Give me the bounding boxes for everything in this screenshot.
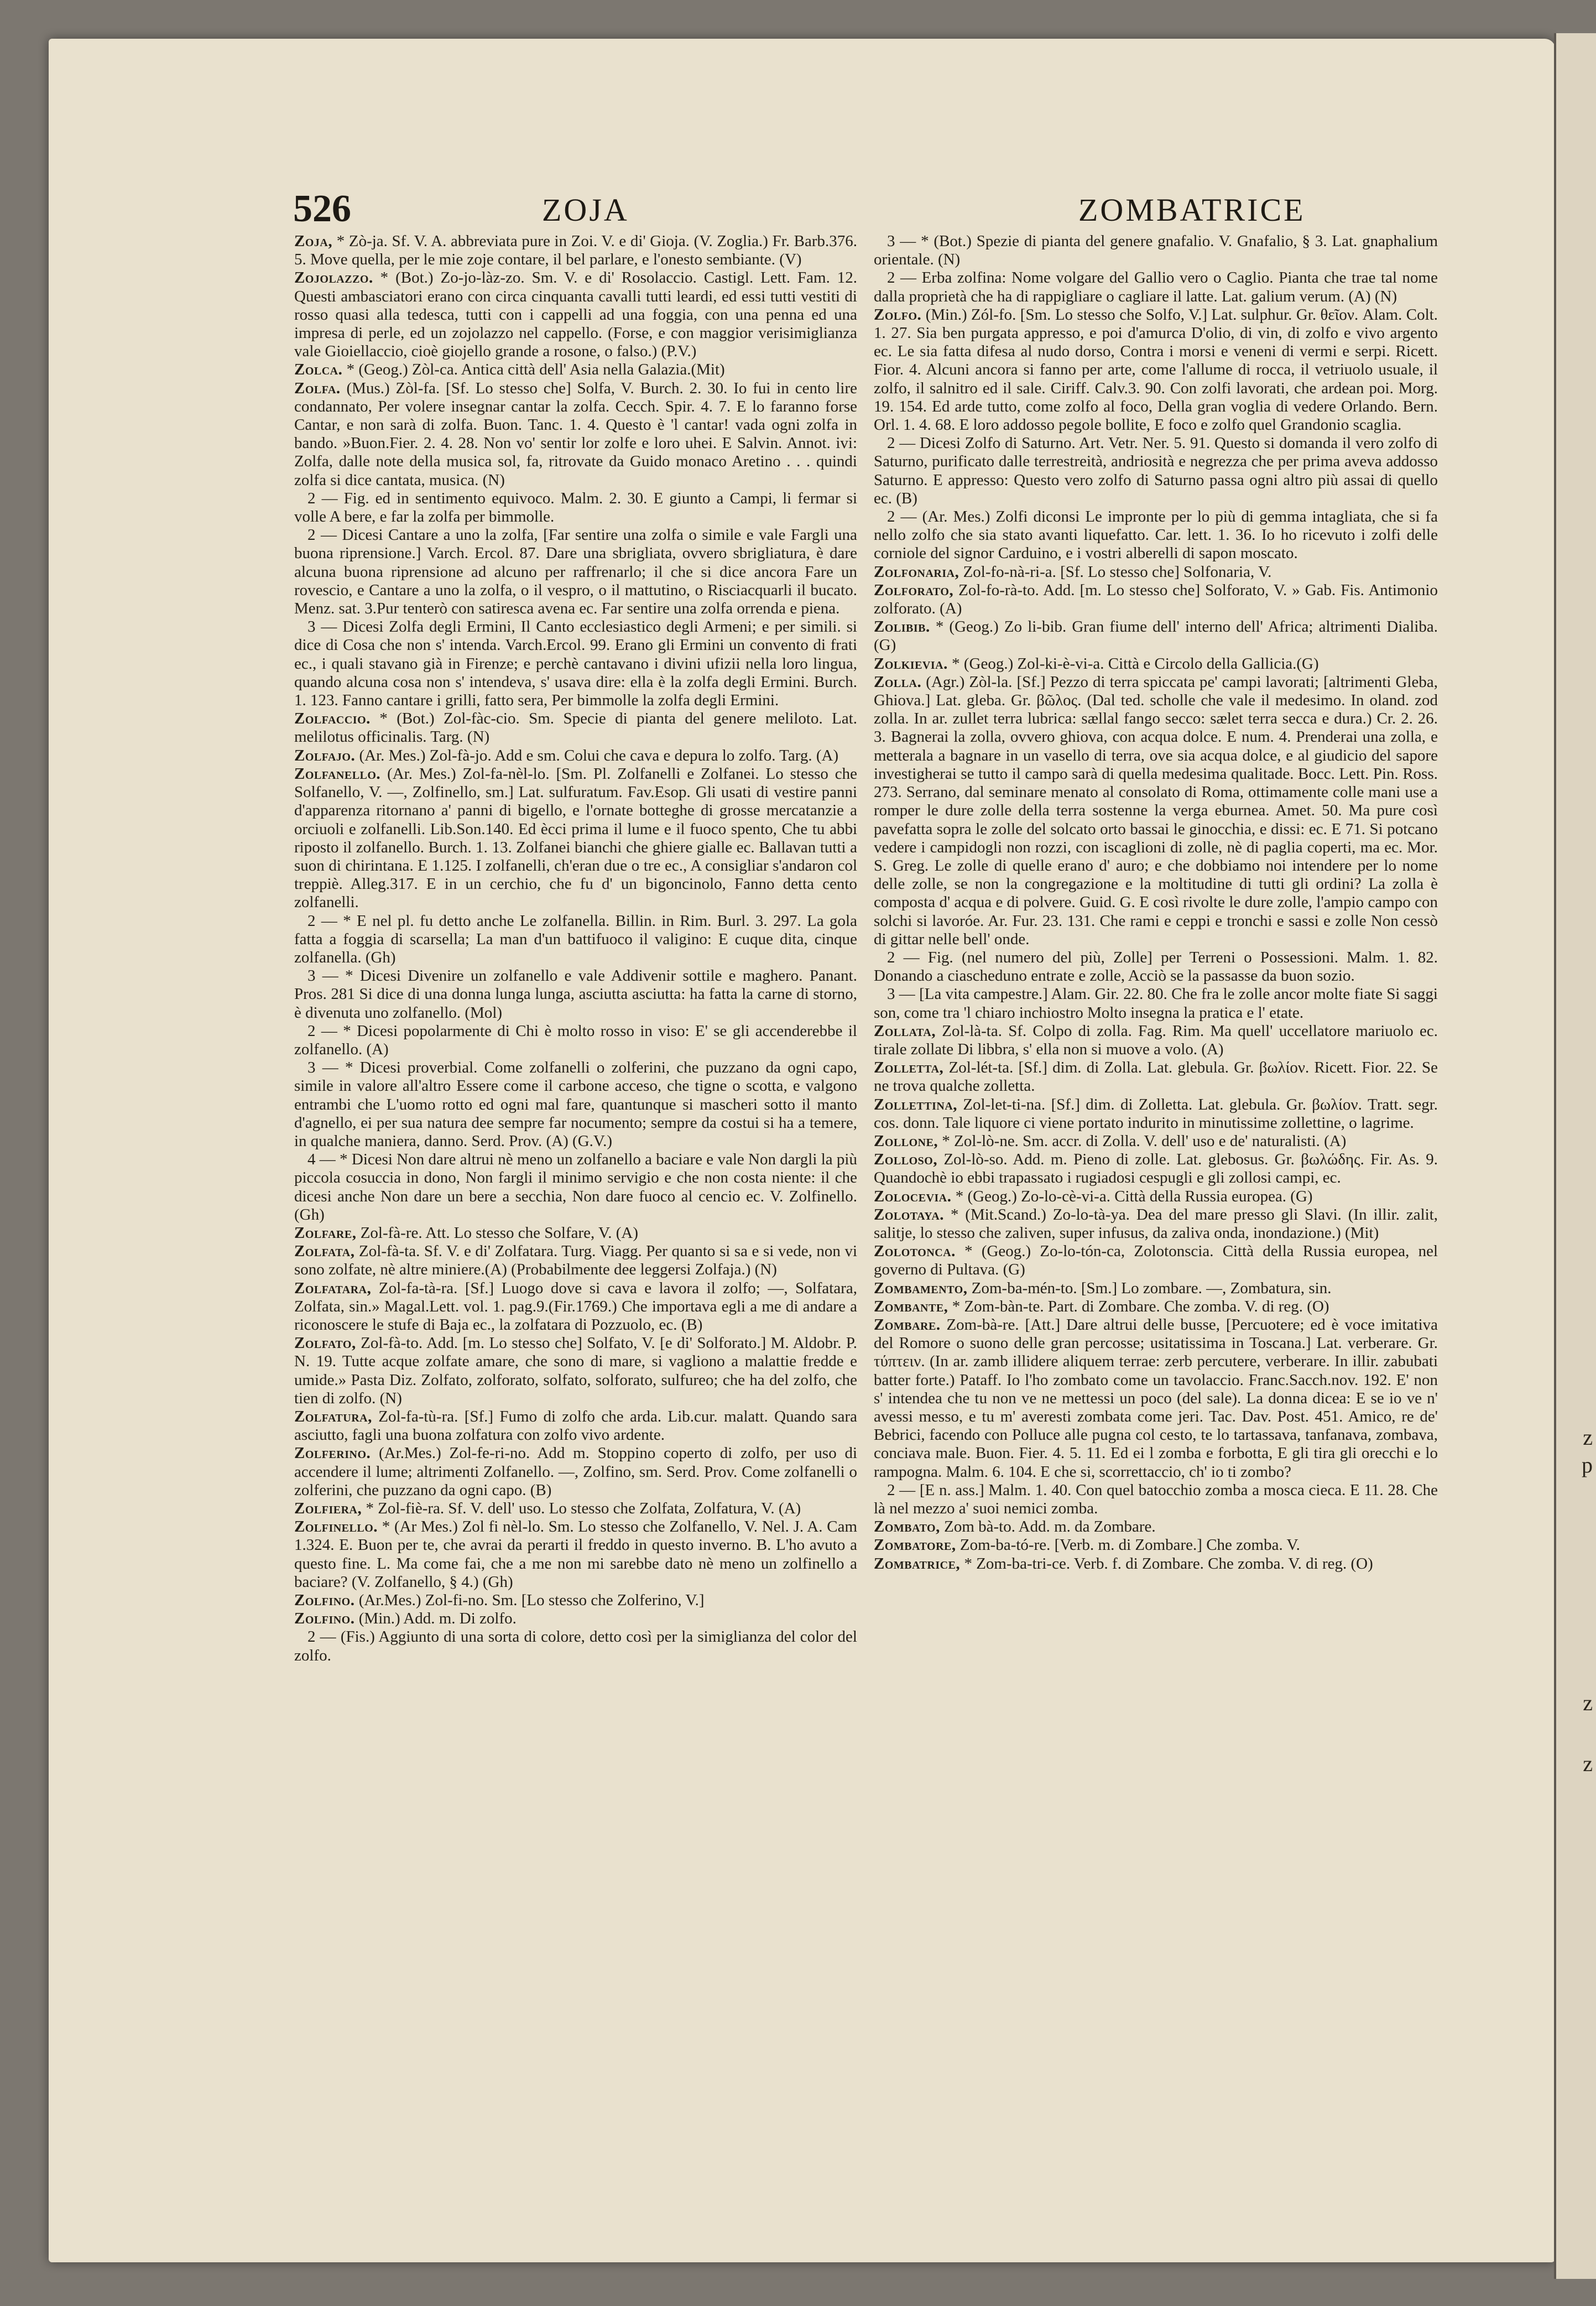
entry-headword: Zombante, [874,1297,948,1315]
entry-headword: Zolibib. [874,618,930,636]
dictionary-entry [294,1224,857,1242]
entry-text: Zom-ba-tó-re. [Verb. m. di Zombare.] Che zomba. V. [959,1536,1300,1554]
next-page-fragment: z [1583,1751,1593,1776]
entry-text: * Zò-ja. Sf. V. A. abbreviata pure in Zoi. V. e di' Gioja. (V. Zoglia.) Fr. Barb.376. 5. Move quella, per le mie zoje contare, il bel parlare, e l'onesto sembiante. (V) [294,232,857,269]
entry-text: (Ar. Mes.) Zol-fà-jo. Add e sm. Colui che cava e depura lo zolfo. Targ. (A) [359,746,839,764]
dictionary-entry [874,1242,1438,1279]
dictionary-entry [294,1242,857,1279]
dictionary-entry [294,967,857,1022]
entry-text: 2 — * E nel pl. fu detto anche Le zolfanella. Billin. in Rim. Burl. 3. 297. La gola fatta a foggia di scarsella; La man d'un battifuoco il valigino: E cuque dita, cinque zolfanella. (Gh) [294,912,857,966]
entry-headword: Zolca. [294,361,343,379]
entry-text: * Zom-bàn-te. Part. di Zombare. Che zomba. V. di reg. (O) [952,1297,1329,1315]
entry-text: * (Bot.) Zol-fàc-cio. Sm. Specie di pianta del genere meliloto. Lat. melilotus officinalis. Targ. (N) [294,710,857,746]
dictionary-entry [874,563,1438,581]
entry-text: * (Geog.) Zol-ki-è-vi-a. Città e Circolo della Gallicia.(G) [952,654,1319,673]
dictionary-entry [294,1591,857,1610]
next-page-fragment: p [1582,1453,1593,1477]
dictionary-entry [874,1132,1438,1151]
dictionary-entry [874,1096,1438,1132]
entry-headword: Zolfatara, [294,1279,372,1297]
dictionary-entry [294,269,857,361]
dictionary-entry [294,765,857,912]
dictionary-entry [874,673,1438,949]
dictionary-entry [874,1316,1438,1481]
left-running-head: ZOJA [542,192,629,228]
entry-headword: Zombatore, [874,1536,956,1554]
entry-text: Zol-lò-so. Add. m. Pieno di zolle. Lat. glebosus. Gr. βωλώδης. Fir. As. 9. Quandochè io ebbi trapassato i rugiadosi cespugli e gli zollosi campi, ec. [874,1151,1438,1187]
entry-text: * (Bot.) Zo-jo-làz-zo. Sm. V. e di' Rosolaccio. Castigl. Lett. Fam. 12. Questi ambasciatori erano con circa cinquanta cavalli tutti leardi, ed essi tutti vestiti di rosso quasi alla tedesca, tutti con i cappelli ad una foggia, con una penna ed una impresa di perle, ed un zojolazzo nel cappello. (Forse, e con maggior verisimiglianza vale Gioiellaccio, cioè giojello grande a rosone, o falso.) (P.V.) [294,269,857,361]
dictionary-entry [294,490,857,526]
dictionary-entry [874,508,1438,563]
next-page-fragment: z [1583,1425,1593,1450]
entry-headword: Zollone, [874,1132,938,1150]
dictionary-entry [294,1610,857,1628]
right-running-head: ZOMBATRICE [1078,192,1306,228]
entry-text: Zol-fà-ta. Sf. V. e di' Zolfatara. Turg. Viagg. Per quanto si sa e si vede, non vi sono zolfate, nè altre miniere.(A) (Probabilmente dee leggersi Zolfaja.) (N) [294,1242,857,1279]
entry-text: Zol-fà-to. Add. [m. Lo stesso che] Solfato, V. [e di' Solforato.] M. Aldobr. P. N. 19. Tutte acque zolfate amare, che sono di mare, si vagliono a malattie fredde e umide.» Pasta Diz. Zolfato, zolforato, solfato, solforato, sulfureo; che ha del zolfo, che tien di zolfo. (N) [294,1334,857,1407]
left-column [294,232,857,2096]
dictionary-entry [294,1408,857,1444]
right-column [874,232,1438,2096]
entry-headword: Zolfonaria, [874,563,959,581]
dictionary-entry [874,1298,1438,1316]
entry-text: (Mus.) Zòl-fa. [Sf. Lo stesso che] Solfa, V. Burch. 2. 30. Io fui in cento lire condannato, Per volere insegnar cantar la zolfa. Cecch. Spir. 4. 7. E lo faranno forse Cantar, e non sarà di zolfa. Buon. Tanc. 1. 4. Questo è 'l cantar! vada ogni zolfa in bando. »Buon.Fier. 2. 4. 28. Non vo' sentir lor zolfe e loro uhei. E Salvin. Annot. ivi: Zolfa, dalle note della musica sol, fa, ritrovate da Guido monaco Aretino . . . quindi zolfa si dice cantata, musica. (N) [294,379,857,489]
page-number: 526 [293,188,351,230]
entry-headword: Zolfa. [294,379,341,397]
entry-text: 2 — (Fis.) Aggiunto di una sorta di colore, detto così per la simiglianza del color del zolfo. [294,1628,857,1664]
entry-text: Zol-fà-re. Att. Lo stesso che Solfare, V. (A) [360,1224,638,1242]
entry-headword: Zolfata, [294,1242,355,1261]
entry-text: (Min.) Add. m. Di zolfo. [358,1610,517,1628]
entry-text: (Ar.Mes.) Zol-fi-no. Sm. [Lo stesso che Zolferino, V.] [358,1591,705,1610]
entry-text: 2 — * Dicesi popolarmente di Chi è molto rosso in viso: E' se gli accenderebbe il zolfanello. (A) [294,1022,857,1058]
entry-text: (Agr.) Zòl-la. [Sf.] Pezzo di terra spiccata pe' campi lavorati; [altrimenti Gleba, Ghiova.] Lat. gleba. Gr. βῶλος. (Dal ted. scholle che vale il medesimo. In oland. zod zolla. In ar. zullet terra lubrica: sællal fango secco: sælet terra secca e dura.) Cr. 2. 26. 3. Bagnerai la zolla, ovvero ghiova, con acqua dolce. E num. 4. Prenderai una zolla, e metterala a bagnare in un vasello di terra, ove sia acqua dolce, e al giudicio del sapore investigherai se tutto il campo sarà di quella medesima qualitade. Bocc. Lett. Pin. Ross. 273. Serrano, dal seminare menato al consolato di Roma, ottimamente colle mani use a romper le dure zolle della terra sostenne la verga eburnea. Amet. 50. Ma pure così pavefatta sopra le zolle del solcato orto bassai le ginocchia, e dissi: ec. E 71. Si potcano vedere i campidogli non rozzi, con iscaglioni di zolle, nè di paglia coperti, ma ec. Mor. S. Greg. Le zolle di quelle erano d' auro; e che dobbiamo noi intendere per lo nome delle zolle, se non la congregazione e la moltitudine di tutti gli ordini? La zolla è composta d' acqua e di polvere. Guid. G. E così rivolte le dure zolle, l'ampio campo con solchi si lavoróe. Ar. Fur. 23. 131. Che rami e ceppi e tronchi e sassi e zolle Non cessò di gittar nelle bell' onde. [874,673,1438,948]
dictionary-entry [874,434,1438,508]
entry-text: * (Geog.) Zo li-bib. Gran fiume dell' interno dell' Africa; altrimenti Dialiba. (G) [874,618,1438,654]
entry-headword: Zolferino. [294,1444,371,1462]
entry-headword: Zolfanello. [294,764,381,783]
dictionary-entry [874,1536,1438,1554]
dictionary-entry [294,526,857,618]
entry-text: * (Geog.) Zo-lo-tón-ca, Zolotonscia. Città della Russia europea, nel governo di Pultava. (G) [874,1242,1438,1279]
entry-headword: Zolforato, [874,581,954,599]
dictionary-entry [874,1481,1438,1518]
entry-headword: Zolotonca. [874,1242,956,1261]
dictionary-entry [294,747,857,765]
entry-text: 2 — Fig. (nel numero del più, Zolle] per Terreni o Possessioni. Malm. 1. 82. Donando a ciascheduno entrate e zolle, Acciò se la passasse da buon sozio. [874,948,1438,985]
entry-text: Zol-fo-nà-ri-a. [Sf. Lo stesso che] Solfonaria, V. [963,563,1272,581]
entry-text: Zom bà-to. Add. m. da Zombare. [944,1518,1156,1536]
dictionary-entry [874,269,1438,305]
entry-text: Zol-let-ti-na. [Sf.] dim. di Zolletta. Lat. glebula. Gr. βωλίον. Tratt. segr. cos. donn. Tale liquore ci viene portato indurito in minutissime zollettine, o lagrime. [874,1095,1438,1132]
dictionary-entry [294,379,857,490]
entry-headword: Zombamento, [874,1279,968,1297]
entry-headword: Zombato, [874,1518,940,1536]
entry-headword: Zolla. [874,673,922,691]
entry-text: * Zol-lò-ne. Sm. accr. di Zolla. V. dell' uso e de' naturalisti. (A) [942,1132,1347,1150]
dictionary-entry [294,618,857,710]
entry-headword: Zolocevia. [874,1187,952,1205]
entry-text: 4 — * Dicesi Non dare altrui nè meno un zolfanello a baciare e vale Non dargli la più piccola cosuccia in dono, Non fargli il minimo servigio e che non costa niente: il che dicesi anche Non dare un bere a secchia, Non dare fuoco al cencio ec. V. Zolfinello. (Gh) [294,1151,857,1224]
entry-text: * (Geog.) Zòl-ca. Antica città dell' Asia nella Galazia.(Mit) [346,361,725,379]
running-header [293,187,1482,230]
dictionary-entry [294,232,857,269]
dictionary-entry [874,581,1438,618]
dictionary-entry [294,1628,857,1664]
entry-text: 2 — Dicesi Zolfo di Saturno. Art. Vetr. Ner. 5. 91. Questo si domanda il vero zolfo di Saturno, purificato dalle terrestreità, andriosità e negrezza che per prima aveva addosso Saturno. E appresso: Questo vero zolfo di Saturno passa ogni altro più assai di quello ec. (B) [874,434,1438,507]
entry-headword: Zolfaccio. [294,710,371,728]
entry-text: Zol-fo-rà-to. Add. [m. Lo stesso che] Solforato, V. » Gab. Fis. Antimonio zolforato. (A) [874,581,1438,618]
dictionary-entry [874,1206,1438,1242]
dictionary-entry [294,1151,857,1224]
entry-text: 3 — * Dicesi proverbial. Come zolfanelli o zolferini, che puzzano da ogni capo, simile in valore all'altro Essere come il carbone acceso, che tigne o scotta, e valgono entrambi che L'uomo rotto ed ogni mal fare, quantunque si mascheri sotto il manto d'agnello, ei per sua natura dee sempre far nocumento; sempre da costui si ha a temere, in qualche maniera, danno. Serd. Prov. (A) (G.V.) [294,1059,857,1150]
entry-text: 3 — * (Bot.) Spezie di pianta del genere gnafalio. V. Gnafalio, § 3. Lat. gnaphalium orientale. (N) [874,232,1438,269]
entry-text: 3 — [La vita campestre.] Alam. Gir. 22. 80. Che fra le zolle ancor molte fiate Si saggi son, come tra 'l chiaro inchiostro Molto insegna la pratica e l' etate. [874,985,1438,1022]
entry-text: 2 — (Ar. Mes.) Zolfi diconsi Le impronte per lo più di gemma intagliata, che si fa nello zolfo che sia stato avanti liquefatto. Car. lett. 1. 36. Io ho ricevuto i zolfi delle corniole del signor Carduino, e i vostri alberelli di sapon moscato. [874,508,1438,563]
entry-text: Zol-là-ta. Sf. Colpo di zolla. Fag. Rim. Ma quell' uccellatore mariuolo ec. tirale zollate Di libbra, s' ella non si muove a volo. (A) [874,1022,1438,1058]
entry-headword: Zolfinello. [294,1518,378,1536]
entry-text: (Ar. Mes.) Zol-fa-nèl-lo. [Sm. Pl. Zolfanelli e Zolfanei. Lo stesso che Solfanello, V. —, Zolfinello, sm.] Lat. sulfuratum. Fav.Esop. Gli usati di vestire panni d'apparenza ritornano a' panni di bigello, e l'ornate botteghe di grosse mercatanzie a orciuoli e zolfanelli. Lib.Son.140. Ed ècci prima il lume e il fuoco spento, Che tu abbi riposto il zolfanello. Burch. 1. 13. Zolfanei bianchi che ghiere gialle ec. Ballavan tutti a suon di chirintana. E 1.125. I zolfanelli, ch'eran due o tre ec., A consigliar s'andaron col treppiè. Alleg.317. E in un cerchio, che fu d' un bigoncinolo, Fanno detta cento zolfanelli. [294,764,857,912]
entry-text: 2 — Fig. ed in sentimento equivoco. Malm. 2. 30. E giunto a Campi, li fermar si volle A bere, e far la zolfa per bimmolle. [294,489,857,526]
dictionary-entry [874,306,1438,434]
dictionary-entry [874,1022,1438,1059]
dictionary-entry [294,1444,857,1500]
entry-headword: Zolotaya. [874,1205,945,1224]
entry-text: 3 — Dicesi Zolfa degli Ermini, Il Canto ecclesiastico degli Armeni; e per simili. si dice di Cosa che non s' intenda. Varch.Ercol. 99. Erano gli Ermini un convento di frati ec., i quali stavano già in Firenze; e perchè cantavano i divini ufizii nella loro lingua, quando alcuna cosa non s' intendeva, s' usava dire: ella è la zolfa degli Ermini. Burch. 1. 123. Fanno cantare i grilli, fatto sera, Per bimmolle la zolfa degli Ermini. [294,618,857,710]
dictionary-entry [874,1059,1438,1095]
dictionary-entry [874,618,1438,654]
entry-headword: Zollata, [874,1022,936,1040]
entry-headword: Zolletta, [874,1059,944,1077]
dictionary-entry [874,1188,1438,1206]
dictionary-entry [874,232,1438,269]
dictionary-entry [294,1059,857,1151]
entry-headword: Zolfiera, [294,1500,362,1518]
entry-headword: Zolfo. [874,305,922,324]
entry-text: 2 — Dicesi Cantare a uno la zolfa, [Far sentire una zolfa o simile e vale Fargli una buona riprensione.] Varch. Ercol. 87. Dare una sbrigliata, ovvero sbrigliatura, è dare alcuna buona riprensione ad alcuno per raffrenarlo; il che si dice ancora Fare un rovescio, e Cantare a uno la zolfa, o il vespro, o il mattutino, o Risciacquarli il bucato. Menz. sat. 3.Pur tenterò con satiresca avena ec. Far sentire una zolfa orrenda e piena. [294,526,857,618]
dictionary-entry [874,1555,1438,1573]
entry-headword: Zolfatura, [294,1408,372,1425]
entry-text: 2 — Erba zolfina: Nome volgare del Gallio vero o Caglio. Pianta che trae tal nome dalla proprietà che ha di rappigliare o cagliare il latte. Lat. galium verum. (A) (N) [874,269,1438,305]
dictionary-entry [294,1022,857,1059]
entry-text: Zom-bà-re. [Att.] Dare altrui delle busse, [Percuotere; ed è voce imitativa del Romore o suono delle gran percosse; usitatissima in Toscana.] Lat. verberare. Gr. τύπτειν. (In ar. zamb illidere aliquem terrae: zerb percutere, verberare. In illir. zabubati batter forte.) Pataff. Io l'ho zombato come un tavolaccio. Franc.Sacch.nov. 192. E' non s' intendea che tu non ve ne mettessi un poco (del sale). La donna dicea: E se io ve n' avessi messo, e tu m' averesti zombata come jeri. Tac. Dav. Post. 451. Amico, re de' Bebrici, facendo con Polluce alle pugna col cesto, te lo tartassava, tanfanava, zombava, conciava male. Buon. Fier. 4. 5. 11. Ed ei l zomba e forbotta, E gli tira gli orecchi e lo rampogna. Malm. 6. 104. E che si, scorrettaccio, ch' io ti zombo? [874,1315,1438,1481]
entry-headword: Zolkievia. [874,654,948,673]
entry-text: 2 — [E n. ass.] Malm. 1. 40. Con quel batocchio zomba a mosca cieca. E 11. 28. Che là nel mezzo a' suoi nemici zomba. [874,1481,1438,1518]
entry-text: * Zom-ba-tri-ce. Verb. f. di Zombare. Che zomba. V. di reg. (O) [964,1554,1373,1573]
entry-text: Zol-fa-tà-ra. [Sf.] Luogo dove si cava e lavora il zolfo; —, Solfatara, Zolfata, sin.» Magal.Lett. vol. 1. pag.9.(Fir.1769.) Che importava egli a me di andare a riconoscere le stufe di Baja ec., la zolfatara di Pozzuolo, ec. (B) [294,1279,857,1334]
entry-text: Zol-fa-tù-ra. [Sf.] Fumo di zolfo che arda. Lib.cur. malatt. Quando sara asciutto, fagli una buona zolfatura con zolfo vivo ardente. [294,1408,857,1444]
dictionary-entry [294,912,857,967]
entry-headword: Zoja, [294,232,333,250]
entry-headword: Zolfajo. [294,746,356,764]
dictionary-entry [874,1151,1438,1187]
entry-headword: Zolloso, [874,1151,938,1169]
dictionary-entry [874,1518,1438,1536]
dictionary-entry [294,1334,857,1408]
entry-text: 3 — * Dicesi Divenire un zolfanello e vale Addivenir sottile e maghero. Panant. Pros. 281 Si dice di una donna lunga lunga, asciutta asciutta: ha fatta la carne di storno, è divenuta uno zolfanello. (Mol) [294,967,857,1022]
dictionary-entry [874,1279,1438,1298]
entry-headword: Zolfare, [294,1224,357,1242]
entry-text: * Zol-fiè-ra. Sf. V. dell' uso. Lo stesso che Zolfata, Zolfatura, V. (A) [366,1500,801,1518]
entry-text: * (Ar Mes.) Zol fi nèl-lo. Sm. Lo stesso che Zolfanello, V. Nel. J. A. Cam 1.324. E. Buon per te, che avrai da perarti il freddo in questo inverno. B. L'ho avuto a questo fine. L. Ma come fai, che a me non mi sarebbe dato nè meno un zolfinello a baciare? (V. Zolfanello, § 4.) (Gh) [294,1518,857,1591]
entry-text: (Min.) Zól-fo. [Sm. Lo stesso che Solfo, V.] Lat. sulphur. Gr. θεῖον. Alam. Colt. 1. 27. Sia ben purgata appresso, e poi d'amurca D'olio, di vin, di zolfo e vivo argento ec. Le sia fatta difesa al nudo dorso, Contra i morsi e veneni di vermi e serpi. Ricett. Fior. 4. Alcuni ancora si fanno per arte, come l'allume di rocca, il vetriuolo usuale, il zolfo, il salnitro ed il sale. Ciriff. Calv.3. 90. Con zolfi lavorati, che ardean poi. Morg. 19. 154. Ed arde tutto, come zolfo al foco, Della gran voglia di vedere Orlando. Bern. Orl. 1. 4. 68. E loro addosso pegole bollite, E foco e zolfo quel Grandonio scaglia. [874,305,1438,434]
next-page-fragment: z [1583,1690,1593,1715]
dictionary-entry [294,1500,857,1518]
entry-text: Zol-lét-ta. [Sf.] dim. di Zolla. Lat. glebula. Gr. βωλίον. Ricett. Fior. 22. Se ne trova qualche zolletta. [874,1059,1438,1095]
dictionary-entry [294,1518,857,1591]
dictionary-entry [874,949,1438,985]
entry-headword: Zombatrice, [874,1554,961,1573]
entry-headword: Zolfato, [294,1334,356,1352]
dictionary-entry [874,985,1438,1022]
entry-text: Zom-ba-mén-to. [Sm.] Lo zombare. —, Zombatura, sin. [971,1279,1332,1297]
entry-headword: Zollettina, [874,1095,958,1113]
dictionary-entry [294,361,857,379]
entry-text: * (Mit.Scand.) Zo-lo-tà-ya. Dea del mare presso gli Slavi. (In illir. zalit, salitje, lo stesso che zaliven, super infusus, da zaliva onda, inondazione.) (Mit) [874,1205,1438,1242]
entry-headword: Zolfino. [294,1591,355,1610]
entry-headword: Zojolazzo. [294,269,373,287]
entry-text: (Ar.Mes.) Zol-fe-ri-no. Add m. Stoppino coperto di zolfo, per uso di accendere il lume; altrimenti Zolfanello. —, Zolfino, sm. Serd. Prov. Come zolfanelli o zolferini, che puzzano da ogni capo. (B) [294,1444,857,1499]
entry-headword: Zombare. [874,1315,941,1334]
dictionary-entry [874,655,1438,673]
entry-text: * (Geog.) Zo-lo-cè-vi-a. Città della Russia europea. (G) [955,1187,1313,1205]
entry-headword: Zolfino. [294,1610,355,1628]
dictionary-entry [294,1279,857,1335]
next-page-edge [1554,33,1596,2279]
dictionary-entry [294,710,857,746]
